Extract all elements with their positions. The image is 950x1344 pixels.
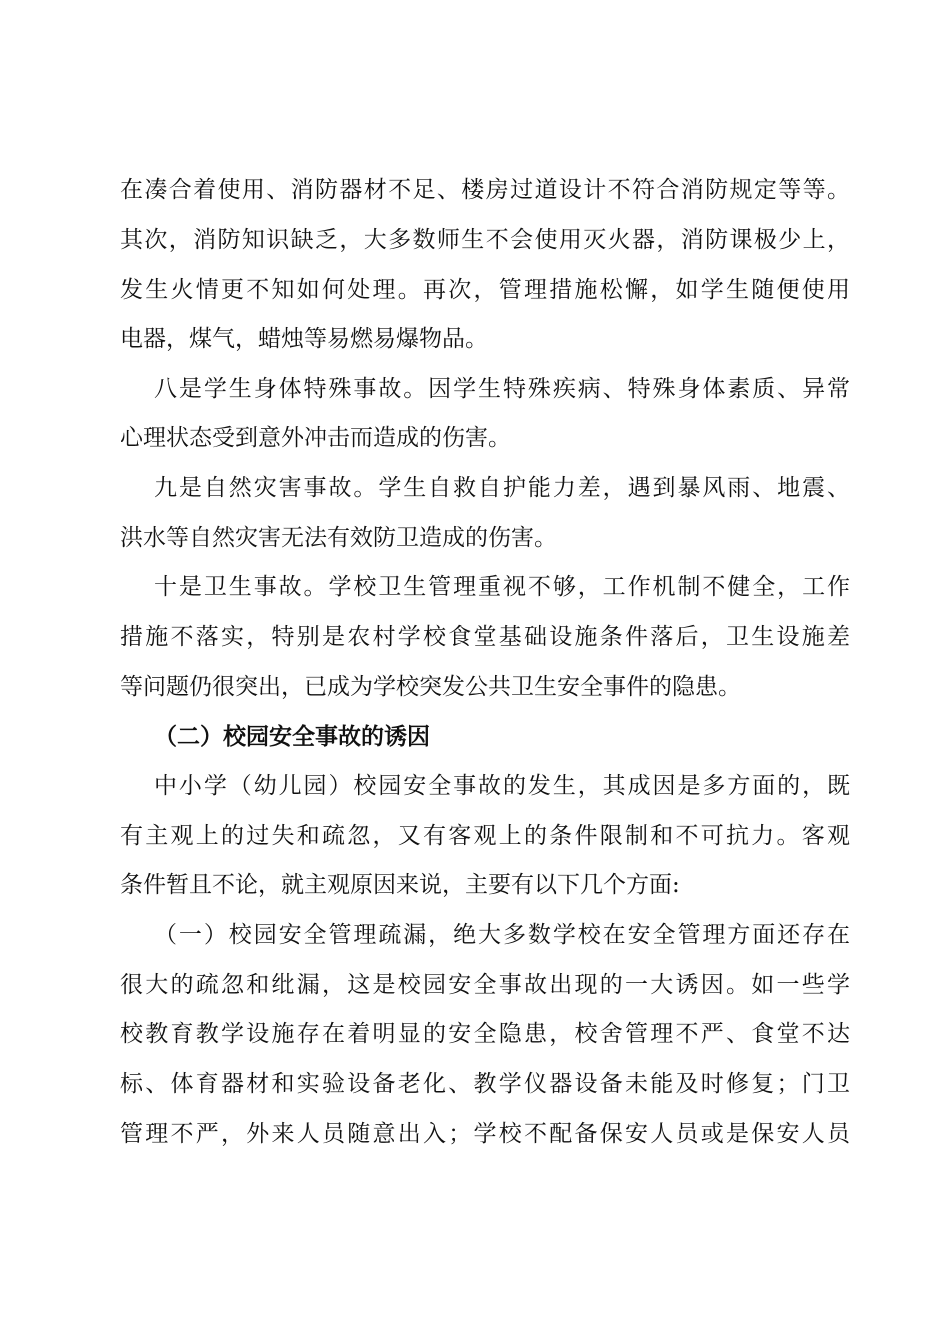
text-line-1: 在凑合着使用、消防器材不足、楼房过道设计不符合消防规定等等。 (120, 177, 850, 203)
paragraph-9-line-1: 九是自然灾害事故。学生自救自护能力差，遇到暴风雨、地震、 (154, 475, 850, 501)
paragraph-10-line-2: 措施不落实，特别是农村学校食堂基础设施条件落后，卫生设施差 (120, 624, 850, 650)
cause-1-line-3: 校教育教学设施存在着明显的安全隐患，校舍管理不严、食堂不达 (120, 1021, 850, 1047)
paragraph-8-line-1: 八是学生身体特殊事故。因学生特殊疾病、特殊身体素质、异常 (154, 376, 850, 402)
text-line-4: 电器，煤气，蜡烛等易燃易爆物品。 (120, 326, 488, 352)
causes-intro-line-3: 条件暂且不论，就主观原因来说，主要有以下几个方面: (120, 872, 680, 898)
paragraph-10-line-1: 十是卫生事故。学校卫生管理重视不够，工作机制不健全，工作 (154, 574, 850, 600)
paragraph-10-line-3: 等问题仍很突出，已成为学校突发公共卫生安全事件的隐患。 (120, 674, 741, 700)
cause-1-line-2: 很大的疏忽和纰漏，这是校园安全事故出现的一大诱因。如一些学 (120, 972, 850, 998)
cause-1-line-5: 管理不严，外来人员随意出入；学校不配备保安人员或是保安人员 (120, 1121, 850, 1147)
cause-1-line-1: （一）校园安全管理疏漏，绝大多数学校在安全管理方面还存在 (154, 922, 850, 948)
causes-intro-line-1: 中小学（幼儿园）校园安全事故的发生，其成因是多方面的，既 (154, 773, 850, 799)
paragraph-9-line-2: 洪水等自然灾害无法有效防卫造成的伤害。 (120, 525, 557, 551)
text-line-2: 其次，消防知识缺乏，大多数师生不会使用灭火器，消防课极少上， (120, 227, 850, 253)
section-heading: （二）校园安全事故的诱因 (154, 724, 430, 750)
cause-1-line-4: 标、体育器材和实验设备老化、教学仪器设备未能及时修复；门卫 (120, 1071, 850, 1097)
text-line-3: 发生火情更不知如何处理。再次，管理措施松懈，如学生随便使用 (120, 277, 850, 303)
causes-intro-line-2: 有主观上的过失和疏忽，又有客观上的条件限制和不可抗力。客观 (120, 823, 850, 849)
paragraph-8-line-2: 心理状态受到意外冲击而造成的伤害。 (120, 425, 511, 451)
